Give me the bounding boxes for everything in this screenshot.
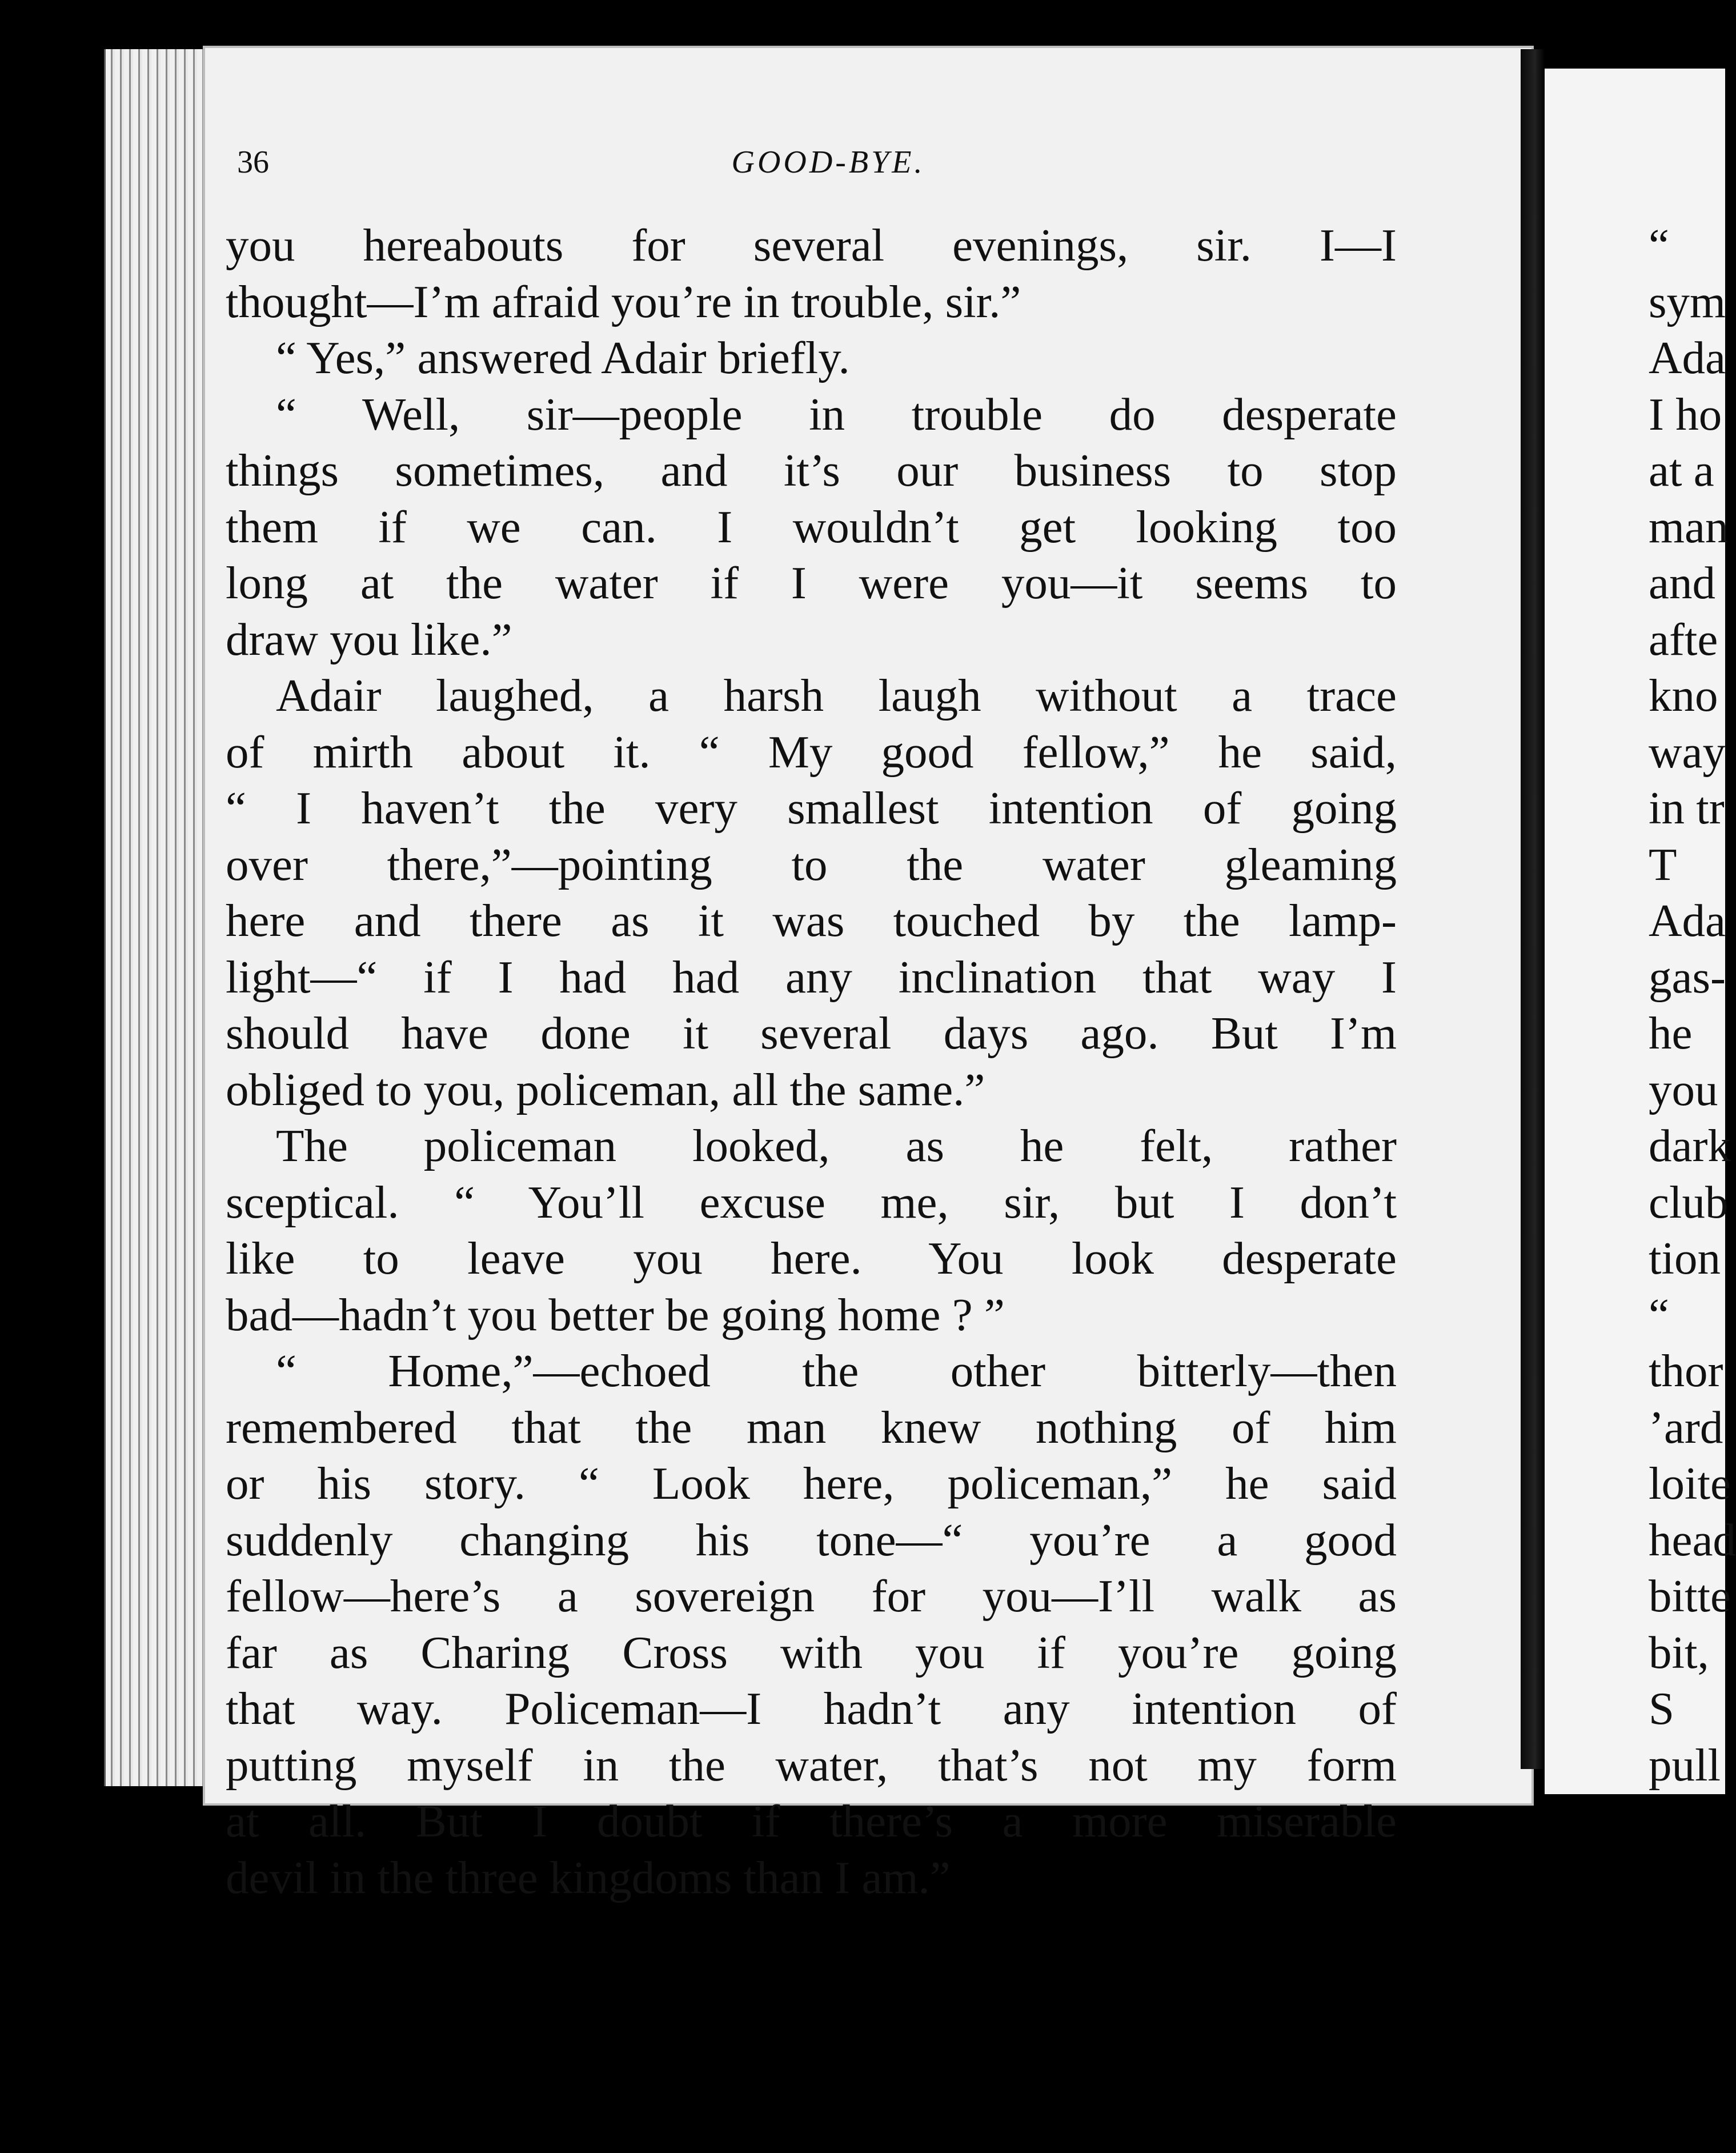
book-gutter — [1521, 49, 1545, 1769]
text-line: that way. Policeman—I hadn’t any intention of — [226, 1683, 1397, 1734]
facing-page-fragment: at a — [1649, 445, 1714, 496]
text-line: sceptical. “ You’ll excuse me, sir, but I don’t — [226, 1176, 1397, 1228]
text-line: light—“ if I had had any inclination that way I — [226, 951, 1397, 1003]
text-line: long at the water if I were you—it seems to — [226, 557, 1397, 609]
text-line: bad—hadn’t you better be going home ? ” — [226, 1288, 1005, 1340]
facing-page-fragment: you — [1649, 1063, 1718, 1115]
facing-page-fragment: ’ard — [1649, 1401, 1723, 1453]
facing-page-fragment: “ — [1649, 219, 1669, 271]
text-line: here and there as it was touched by the lamp- — [226, 895, 1397, 946]
text-line: “ Well, sir—people in trouble do desperate — [276, 388, 1397, 440]
text-line: fellow—here’s a sovereign for you—I’ll walk as — [226, 1570, 1397, 1622]
facing-page-fragment: and — [1649, 557, 1715, 609]
facing-page-fragment: T — [1649, 838, 1677, 890]
facing-page-fragment: man — [1649, 501, 1729, 553]
text-line: like to leave you here. You look desperate — [226, 1232, 1397, 1284]
text-line: Adair laughed, a harsh laugh without a trace — [276, 670, 1397, 721]
facing-page-fragment: I ho — [1649, 388, 1722, 440]
facing-page-fragment: in tr — [1649, 782, 1725, 834]
facing-page-fragment: S — [1649, 1683, 1675, 1734]
text-line: suddenly changing his tone—“ you’re a good — [226, 1514, 1397, 1566]
text-line: draw you like.” — [226, 613, 512, 665]
facing-page-fragment: “ — [1649, 1288, 1669, 1340]
text-line: The policeman looked, as he felt, rather — [276, 1120, 1397, 1171]
text-line: you hereabouts for several evenings, sir. I—I — [226, 219, 1397, 271]
text-line: “ Yes,” answered Adair briefly. — [276, 332, 850, 383]
text-line: remembered that the man knew nothing of him — [226, 1401, 1397, 1453]
facing-page-fragment: he — [1649, 1007, 1693, 1059]
facing-page-fragment: sym — [1649, 275, 1726, 327]
facing-page-fragment: kno — [1649, 670, 1718, 721]
facing-page-fragment: afte — [1649, 613, 1718, 665]
page-number: 36 — [237, 145, 269, 180]
text-line: obliged to you, policeman, all the same.” — [226, 1063, 985, 1115]
text-line: thought—I’m afraid you’re in trouble, sir.” — [226, 275, 1021, 327]
facing-page-fragment: tion — [1649, 1232, 1721, 1284]
facing-page-fragment: club — [1649, 1176, 1729, 1228]
text-line: things sometimes, and it’s our business to stop — [226, 445, 1397, 496]
text-line: at all. But I doubt if there’s a more miserable — [226, 1795, 1397, 1847]
text-line: them if we can. I wouldn’t get looking too — [226, 501, 1397, 553]
facing-page-fragment: gas- — [1649, 951, 1726, 1003]
text-line: over there,”—pointing to the water gleaming — [226, 838, 1397, 890]
text-line: devil in the three kingdoms than I am.” — [226, 1851, 951, 1903]
text-line: or his story. “ Look here, policeman,” he said — [226, 1458, 1397, 1509]
text-line: “ I haven’t the very smallest intention of going — [226, 782, 1397, 834]
facing-page-fragment: thor — [1649, 1345, 1723, 1396]
body-text — [226, 217, 1397, 1906]
facing-page-fragment: dark — [1649, 1120, 1731, 1171]
text-line: “ Home,”—echoed the other bitterly—then — [276, 1345, 1397, 1396]
text-line: far as Charing Cross with you if you’re going — [226, 1626, 1397, 1678]
facing-page-fragment: pull — [1649, 1739, 1721, 1791]
facing-page-fragment: Ada — [1649, 332, 1726, 383]
facing-page-fragment: way — [1649, 726, 1726, 778]
running-title: GOOD-BYE. — [731, 145, 925, 180]
text-line: of mirth about it. “ My good fellow,” he said, — [226, 726, 1397, 778]
facing-page-fragment: bitte — [1649, 1570, 1731, 1622]
facing-page-fragment: loite — [1649, 1458, 1731, 1509]
facing-page-fragment: bit, — [1649, 1626, 1709, 1678]
text-line: should have done it several days ago. But I’m — [226, 1007, 1397, 1059]
text-line: putting myself in the water, that’s not my form — [226, 1739, 1397, 1791]
right-page-text — [1649, 217, 1736, 1793]
facing-page-fragment: Ada — [1649, 895, 1726, 946]
facing-page-fragment: head — [1649, 1514, 1736, 1566]
